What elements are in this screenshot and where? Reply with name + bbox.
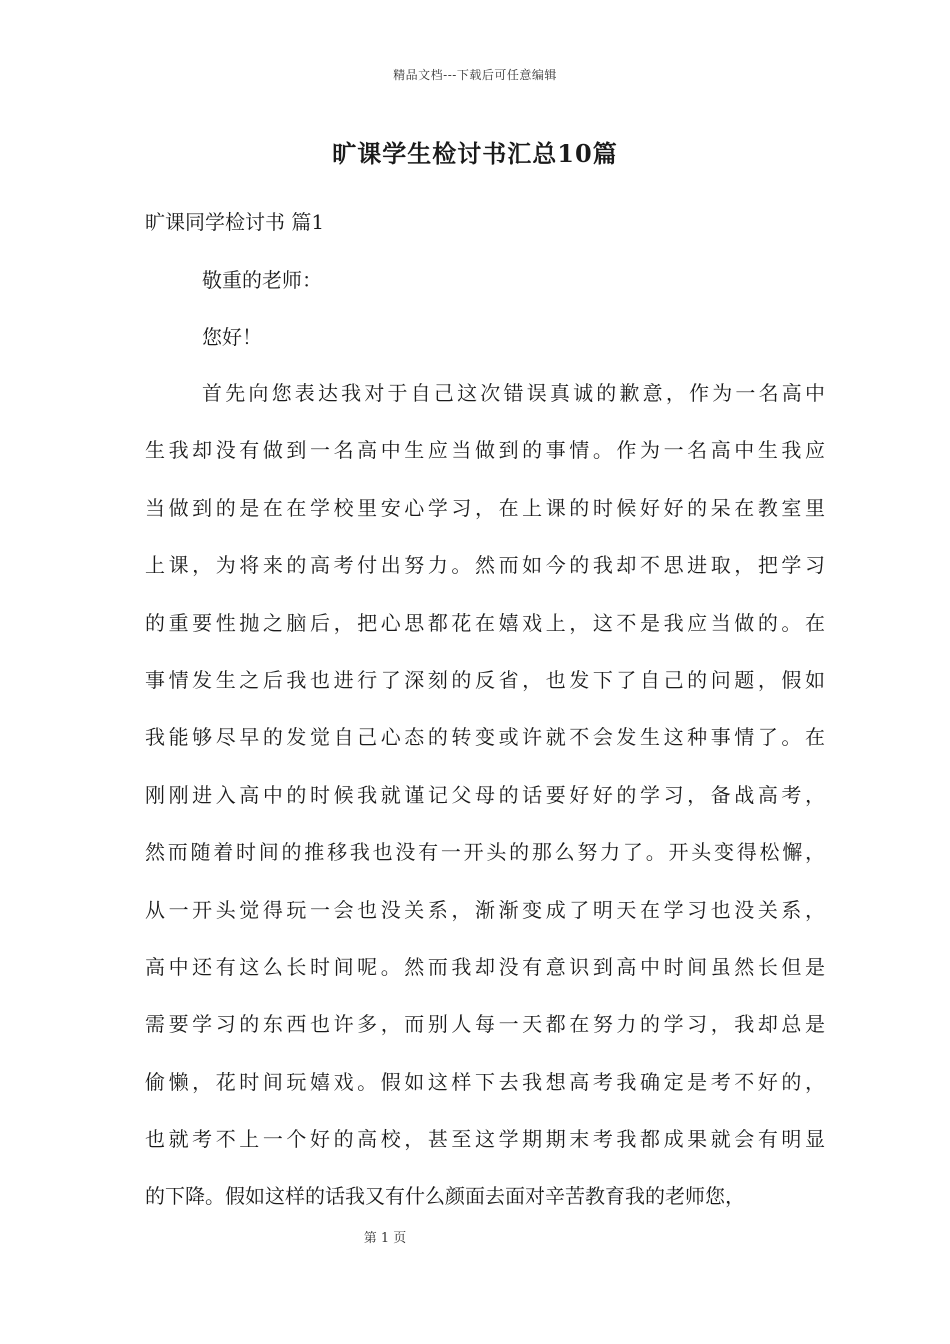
salutation: 敬重的老师： xyxy=(202,268,322,292)
body-line: 然而随着时间的推移我也没有一开头的那么努力了。开头变得松懈， xyxy=(145,840,825,865)
section-heading: 旷课同学检讨书 篇1 xyxy=(145,210,325,234)
body-line: 事情发生之后我也进行了深刻的反省，也发下了自己的问题，假如 xyxy=(145,667,825,692)
body-line: 的下降。假如这样的话我又有什么颜面去面对辛苦教育我的老师您， xyxy=(145,1184,745,1209)
body-line: 我能够尽早的发觉自己心态的转变或许就不会发生这种事情了。在 xyxy=(145,725,825,750)
body-line: 偷懒，花时间玩嬉戏。假如这样下去我想高考我确定是考不好的， xyxy=(145,1069,825,1094)
greeting: 您好！ xyxy=(202,325,262,349)
page-number: 第 1 页 xyxy=(363,1231,407,1246)
body-paragraph xyxy=(145,378,825,1239)
body-line: 也就考不上一个好的高校，甚至这学期期末考我都成果就会有明显 xyxy=(145,1127,825,1152)
body-line: 的重要性抛之脑后，把心思都花在嬉戏上，这不是我应当做的。在 xyxy=(145,610,825,635)
body-line: 刚刚进入高中的时候我就谨记父母的话要好好的学习，备战高考， xyxy=(145,782,825,807)
body-line: 生我却没有做到一名高中生应当做到的事情。作为一名高中生我应 xyxy=(145,438,825,463)
document-title: 旷课学生检讨书汇总10篇 xyxy=(332,139,618,168)
body-line: 从一开头觉得玩一会也没关系，渐渐变成了明天在学习也没关系， xyxy=(145,897,825,922)
body-line: 高中还有这么长时间呢。然而我却没有意识到高中时间虽然长但是 xyxy=(145,954,825,979)
body-line: 上课，为将来的高考付出努力。然而如今的我却不思进取，把学习 xyxy=(145,553,825,578)
header-note: 精品文档---下载后可任意编辑 xyxy=(393,68,557,82)
body-line: 当做到的是在在学校里安心学习，在上课的时候好好的呆在教室里 xyxy=(145,495,825,520)
body-line: 首先向您表达我对于自己这次错误真诚的歉意，作为一名高中 xyxy=(202,381,825,405)
body-line: 需要学习的东西也许多，而别人每一天都在努力的学习，我却总是 xyxy=(145,1012,825,1037)
